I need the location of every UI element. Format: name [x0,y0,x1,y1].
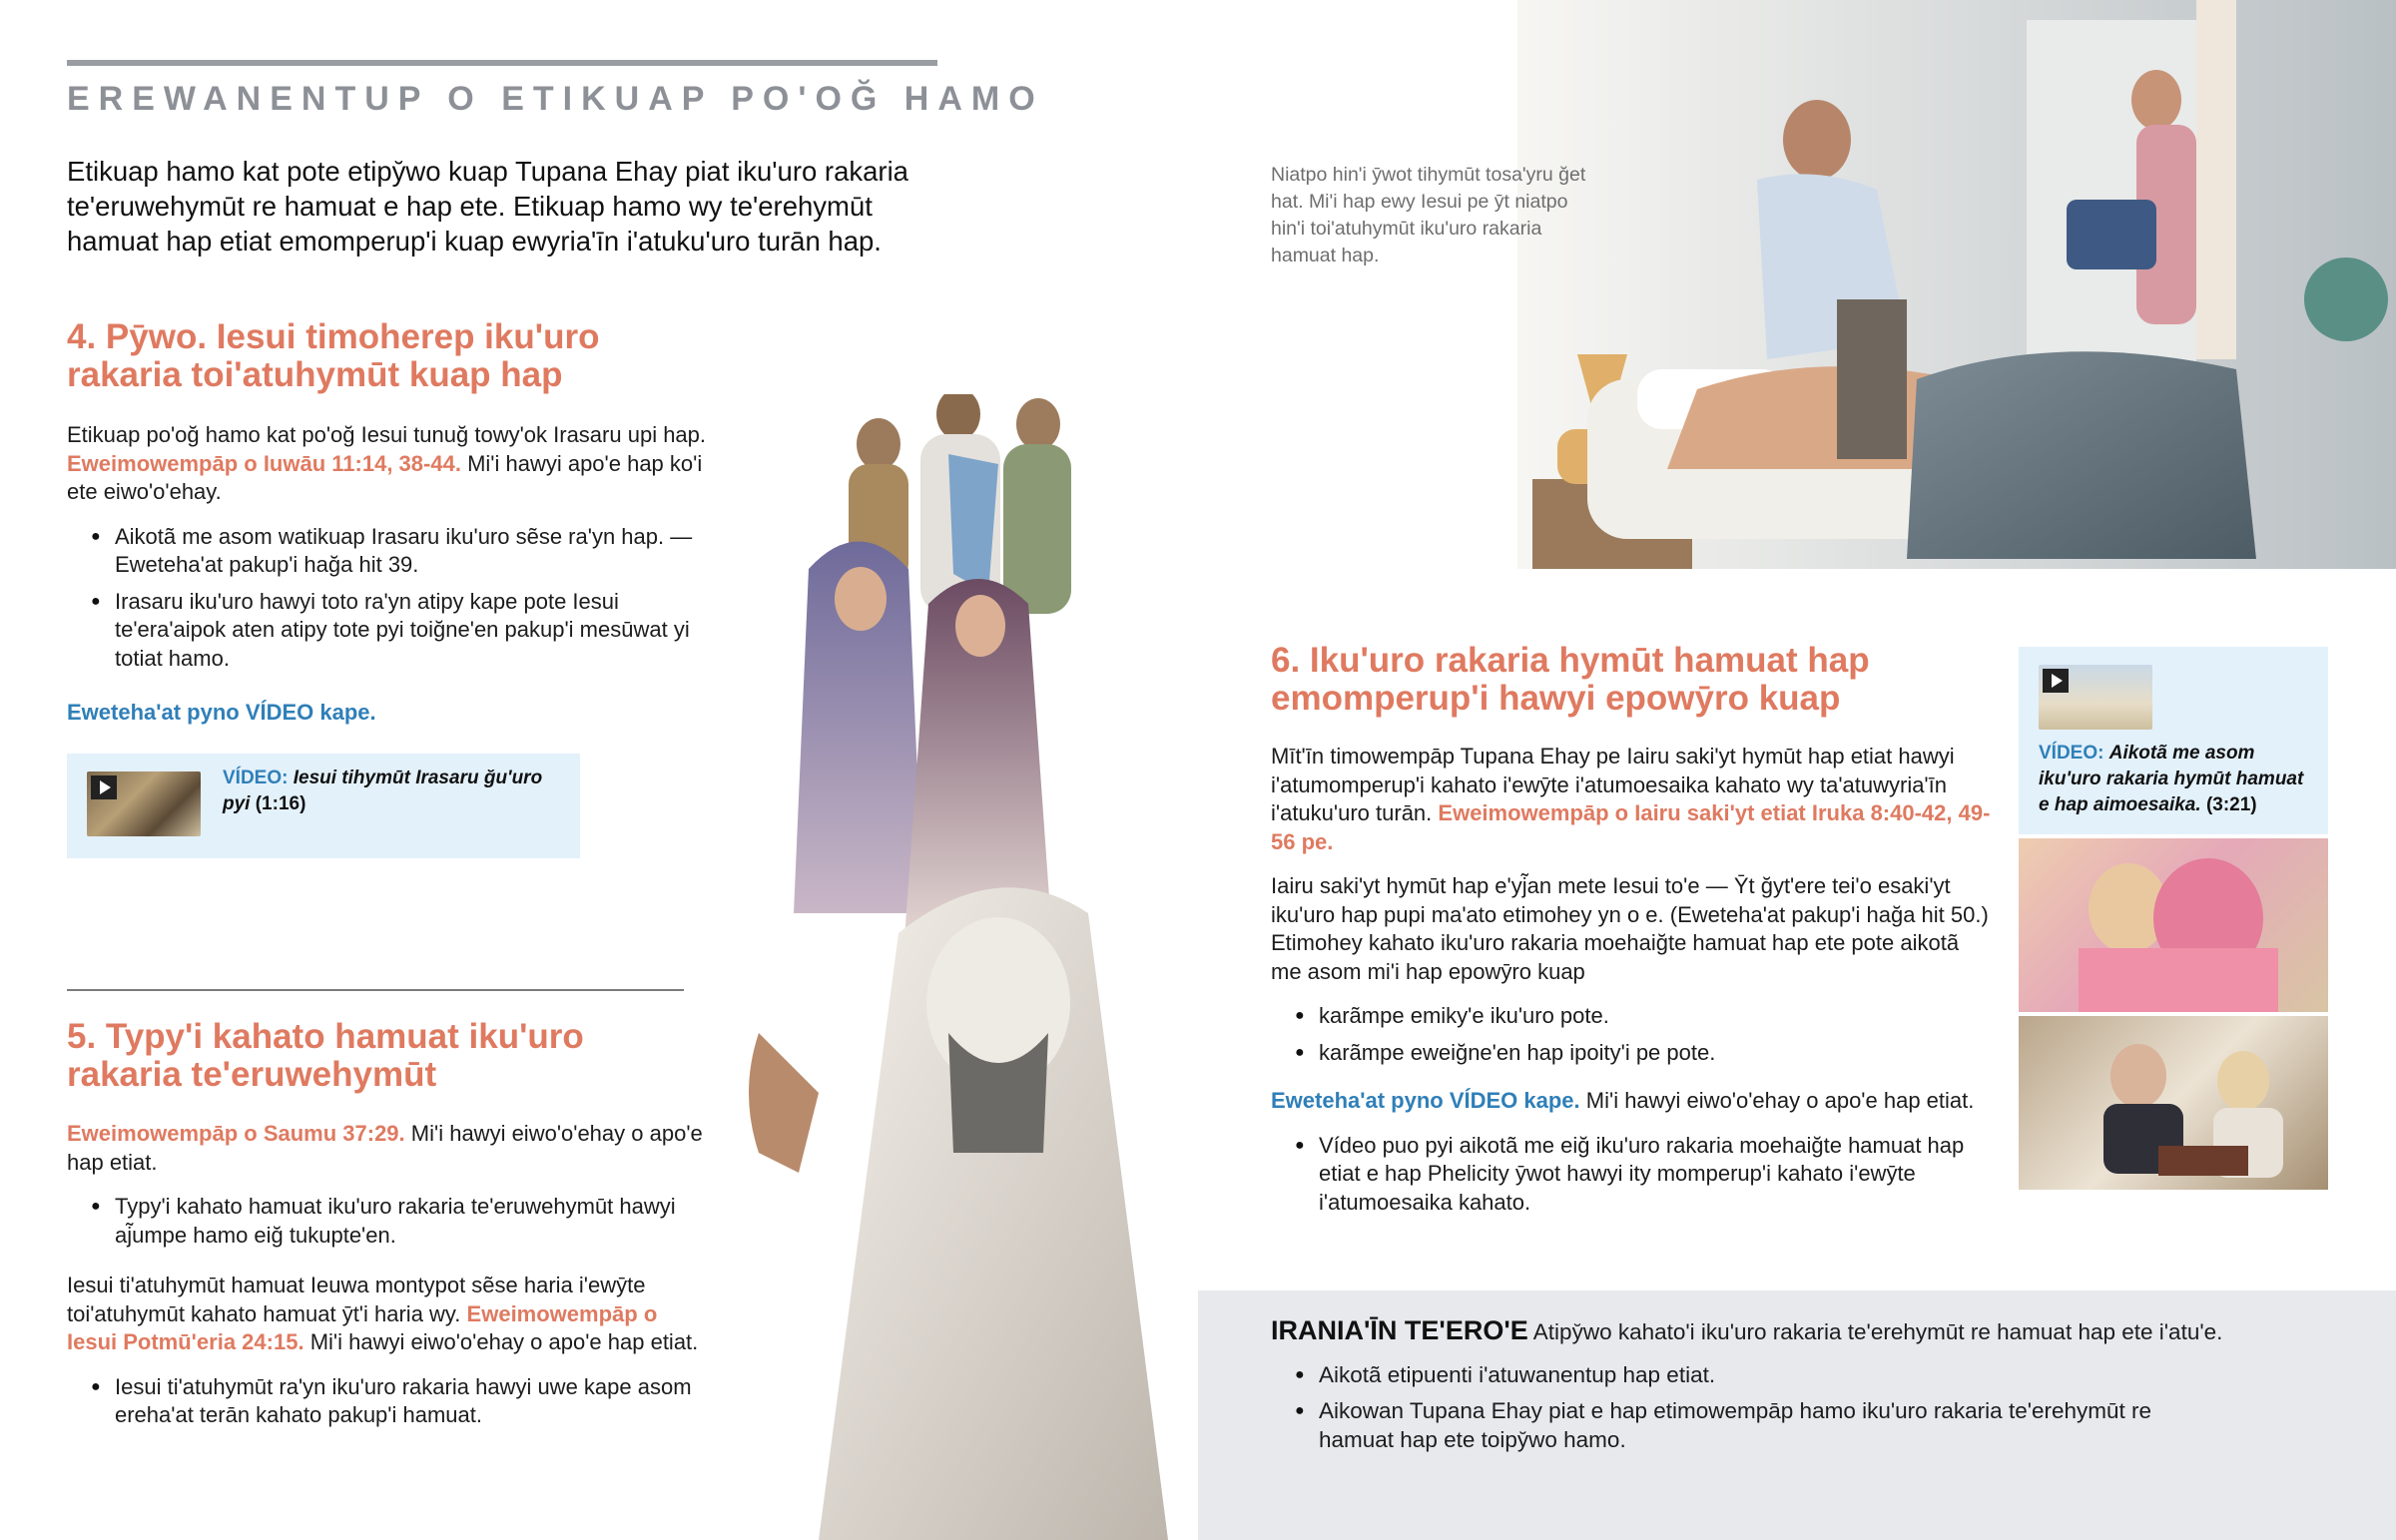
section-5 [67,1018,706,1094]
video-duration: (1:16) [255,793,306,814]
lazarus-artwork [699,394,1198,1540]
bullet-item: ● Aikotã me asom watikuap Irasaru iku'uro sẽse ra'yn hap. — Eweteha'at pakup'i hağa hit 39. [67,523,706,580]
header-rule [67,60,937,66]
section-6-video-line [1271,1087,1995,1116]
section-6-bullets [1271,1002,1995,1067]
section-4-title: 4. Pȳwo. Iesui timoherep iku'uro rakaria toi'atuhymūt kuap hap [67,317,600,394]
bullet-item: ● Aikotã etipuenti i'atuwanentup hap etiat. [1271,1361,2169,1390]
lazarus-illustration [699,394,1198,1540]
video-still-study [2019,1016,2328,1190]
video-duration: (3:21) [2205,794,2257,815]
summary-heading: IRANIA'ĪN TE'ERO'E [1271,1315,1528,1345]
video-title: Aikotã me asom iku'uro rakaria hymūt hamuat e hap aimoesaika. [2039,743,2304,815]
video-prompt[interactable]: Eweteha'at pyno VÍDEO kape. [1271,1088,1580,1113]
section-kicker: EREWANENTUP O ETIKUAP PO'OĞ HAMO [67,80,1044,118]
summary-intro [1271,1316,2269,1347]
embrace-artwork [2019,838,2328,1012]
video-thumbnail[interactable] [87,771,201,836]
video-label: VÍDEO: [223,768,289,788]
summary-text: Atipy̆wo kahato'i iku'uro rakaria te'erehymūt re hamuat hap ete i'atu'e. [1532,1319,2223,1344]
section-4-para [67,421,706,507]
section-5-bullets [67,1193,706,1250]
section-6-bullets [1271,1132,1995,1218]
para-text: Mi'i hawyi eiwo'o'ehay o apo'e hap etiat. [309,1329,699,1354]
play-icon[interactable] [91,775,117,799]
bullet-item: ● Iesui ti'atuhymūt ra'yn iku'uro rakaria hawyi uwe kape asom ereha'at terān kahato pakup'i hamuat. [67,1373,706,1430]
section-divider [67,989,684,991]
section-6 [1271,642,2010,718]
para-text: Mi'i hawyi eiwo'o'ehay o apo'e hap etiat. [67,1121,703,1175]
summary-bullets [1271,1361,2169,1455]
section-6-para [1271,743,1995,856]
para-text: Iesui ti'atuhymūt hamuat Ieuwa montypot sẽse haria i'ewȳte toi'atuhymūt kahato hamuat ȳt'i haria wy. [67,1273,646,1326]
play-icon[interactable] [2043,669,2069,693]
illustration-caption: Niatpo hin'i ȳwot tihymūt tosa'yru ğet hat. Mi'i hap ewy Iesui pe ȳt niatpo hin'i toi'atuhymūt iku'uro rakaria hamuat hap. [1271,164,1586,266]
video-prompt[interactable]: Eweteha'at pyno VÍDEO kape. [67,700,376,725]
section-5-para [67,1120,706,1177]
scripture-link[interactable]: Eweimowempāp o Iesui Potmū'eria 24:15. [67,1300,658,1354]
bullet-item: ● Vídeo puo pyi aikotã me eiğ iku'uro rakaria moehaiğte hamuat hap etiat e hap Phelicity ȳwot hawyi ity momperup'i kahato i'ewȳte i'atumoesaika kahato. [1271,1132,1995,1218]
video-caption [2039,741,2318,818]
bullet-item: ● Aikowan Tupana Ehay piat e hap etimowempāp hamo iku'uro rakaria te'erehymūt re hamuat hap ete toipy̆wo hamo. [1271,1397,2169,1454]
section-4-body [67,421,706,687]
bedroom-illustration [1438,0,2396,569]
section-5-bullets [67,1373,706,1430]
para-text: Mi'i hawyi apo'e hap ko'i ete eiwo'o'ehay. [67,450,703,504]
video-still-embrace [2019,838,2328,1012]
bullet-item: ● karãmpe emiky'e iku'uro pote. [1271,1002,1995,1031]
section-4 [67,318,706,394]
summary [1271,1316,2269,1468]
bullet-item: ● Typy'i kahato hamuat iku'uro rakaria te'eruwehymūt hawyi aj̃umpe hamo eiğ tukupte'en. [67,1193,706,1250]
scripture-link[interactable]: Eweimowempāp o Saumu 37:29. [67,1121,405,1146]
section-5-title: 5. Typy'i kahato hamuat iku'uro rakaria te'eruwehymūt [67,1017,584,1094]
section-6-body [1271,743,1995,1231]
para-text: Mi'i hawyi eiwo'o'ehay o apo'e hap etiat. [1585,1088,1975,1113]
bullet-item: ● Irasaru iku'uro hawyi toto ra'yn atipy kape pote Iesui te'era'aipok aten atipy tote pyi toiğne'en pakup'i mesūwat yi totiat hamo. [67,588,706,674]
video-title: Iesui tihymūt Irasaru ğu'uro pyi [223,768,543,814]
scripture-link[interactable]: Eweimowempāp o Iairu saki'yt etiat Iruka 8:40-42, 49-56 pe. [1271,800,1991,854]
scripture-link[interactable]: Eweimowempāp o Iuwāu 11:14, 38-44. [67,450,461,476]
video-caption [223,766,562,817]
section-6-para: Iairu saki'yt hymūt hap e'yj̃an mete Iesui to'e — Ȳt ğyt'ere tei'o esaki'yt iku'uro hap pupi ma'ato etimohey yn o e. (Eweteha'at pakup'i hağa hit 50.) Etimohey kahato iku'uro rakaria moehaiğte hamuat hap ete pote aikotã me asom mi'i hap epowȳro kuap [1271,873,1989,984]
study-artwork [2019,1016,2328,1190]
video-card[interactable] [2019,647,2328,834]
section-4-bullets [67,523,706,674]
video-card[interactable] [67,754,580,858]
bullet-item: ● karãmpe eweiğne'en hap ipoity'i pe pote. [1271,1039,1995,1068]
video-thumbnail[interactable] [2039,665,2152,730]
video-label: VÍDEO: [2039,743,2104,764]
section-5-para [67,1272,706,1357]
para-text: Etikuap po'oğ hamo kat po'oğ Iesui tunuğ towy'ok Irasaru upi hap. [67,422,707,447]
section-6-title: 6. Iku'uro rakaria hymūt hamuat hap emomperup'i hawyi epowȳro kuap [1271,641,1870,718]
para-text: Mīt'īn timowempāp Tupana Ehay pe Iairu saki'yt hymūt hap etiat hawyi i'atumomperup'i kahato i'ewȳte i'atumoesaika kahato wy ta'atuwyria'īn i'atuku'uro turān. [1271,744,1955,825]
lead-paragraph: Etikuap hamo kat pote etipy̆wo kuap Tupana Ehay piat iku'uro rakaria te'eruwehymūt re hamuat e hap ete. Etikuap hamo wy te'erehymūt hamuat hap etiat emomperup'i kuap ewyria'īn i'atuku'uro turān hap. [67,156,908,257]
bedroom-artwork [1438,0,2396,569]
section-5-body [67,1120,706,1444]
